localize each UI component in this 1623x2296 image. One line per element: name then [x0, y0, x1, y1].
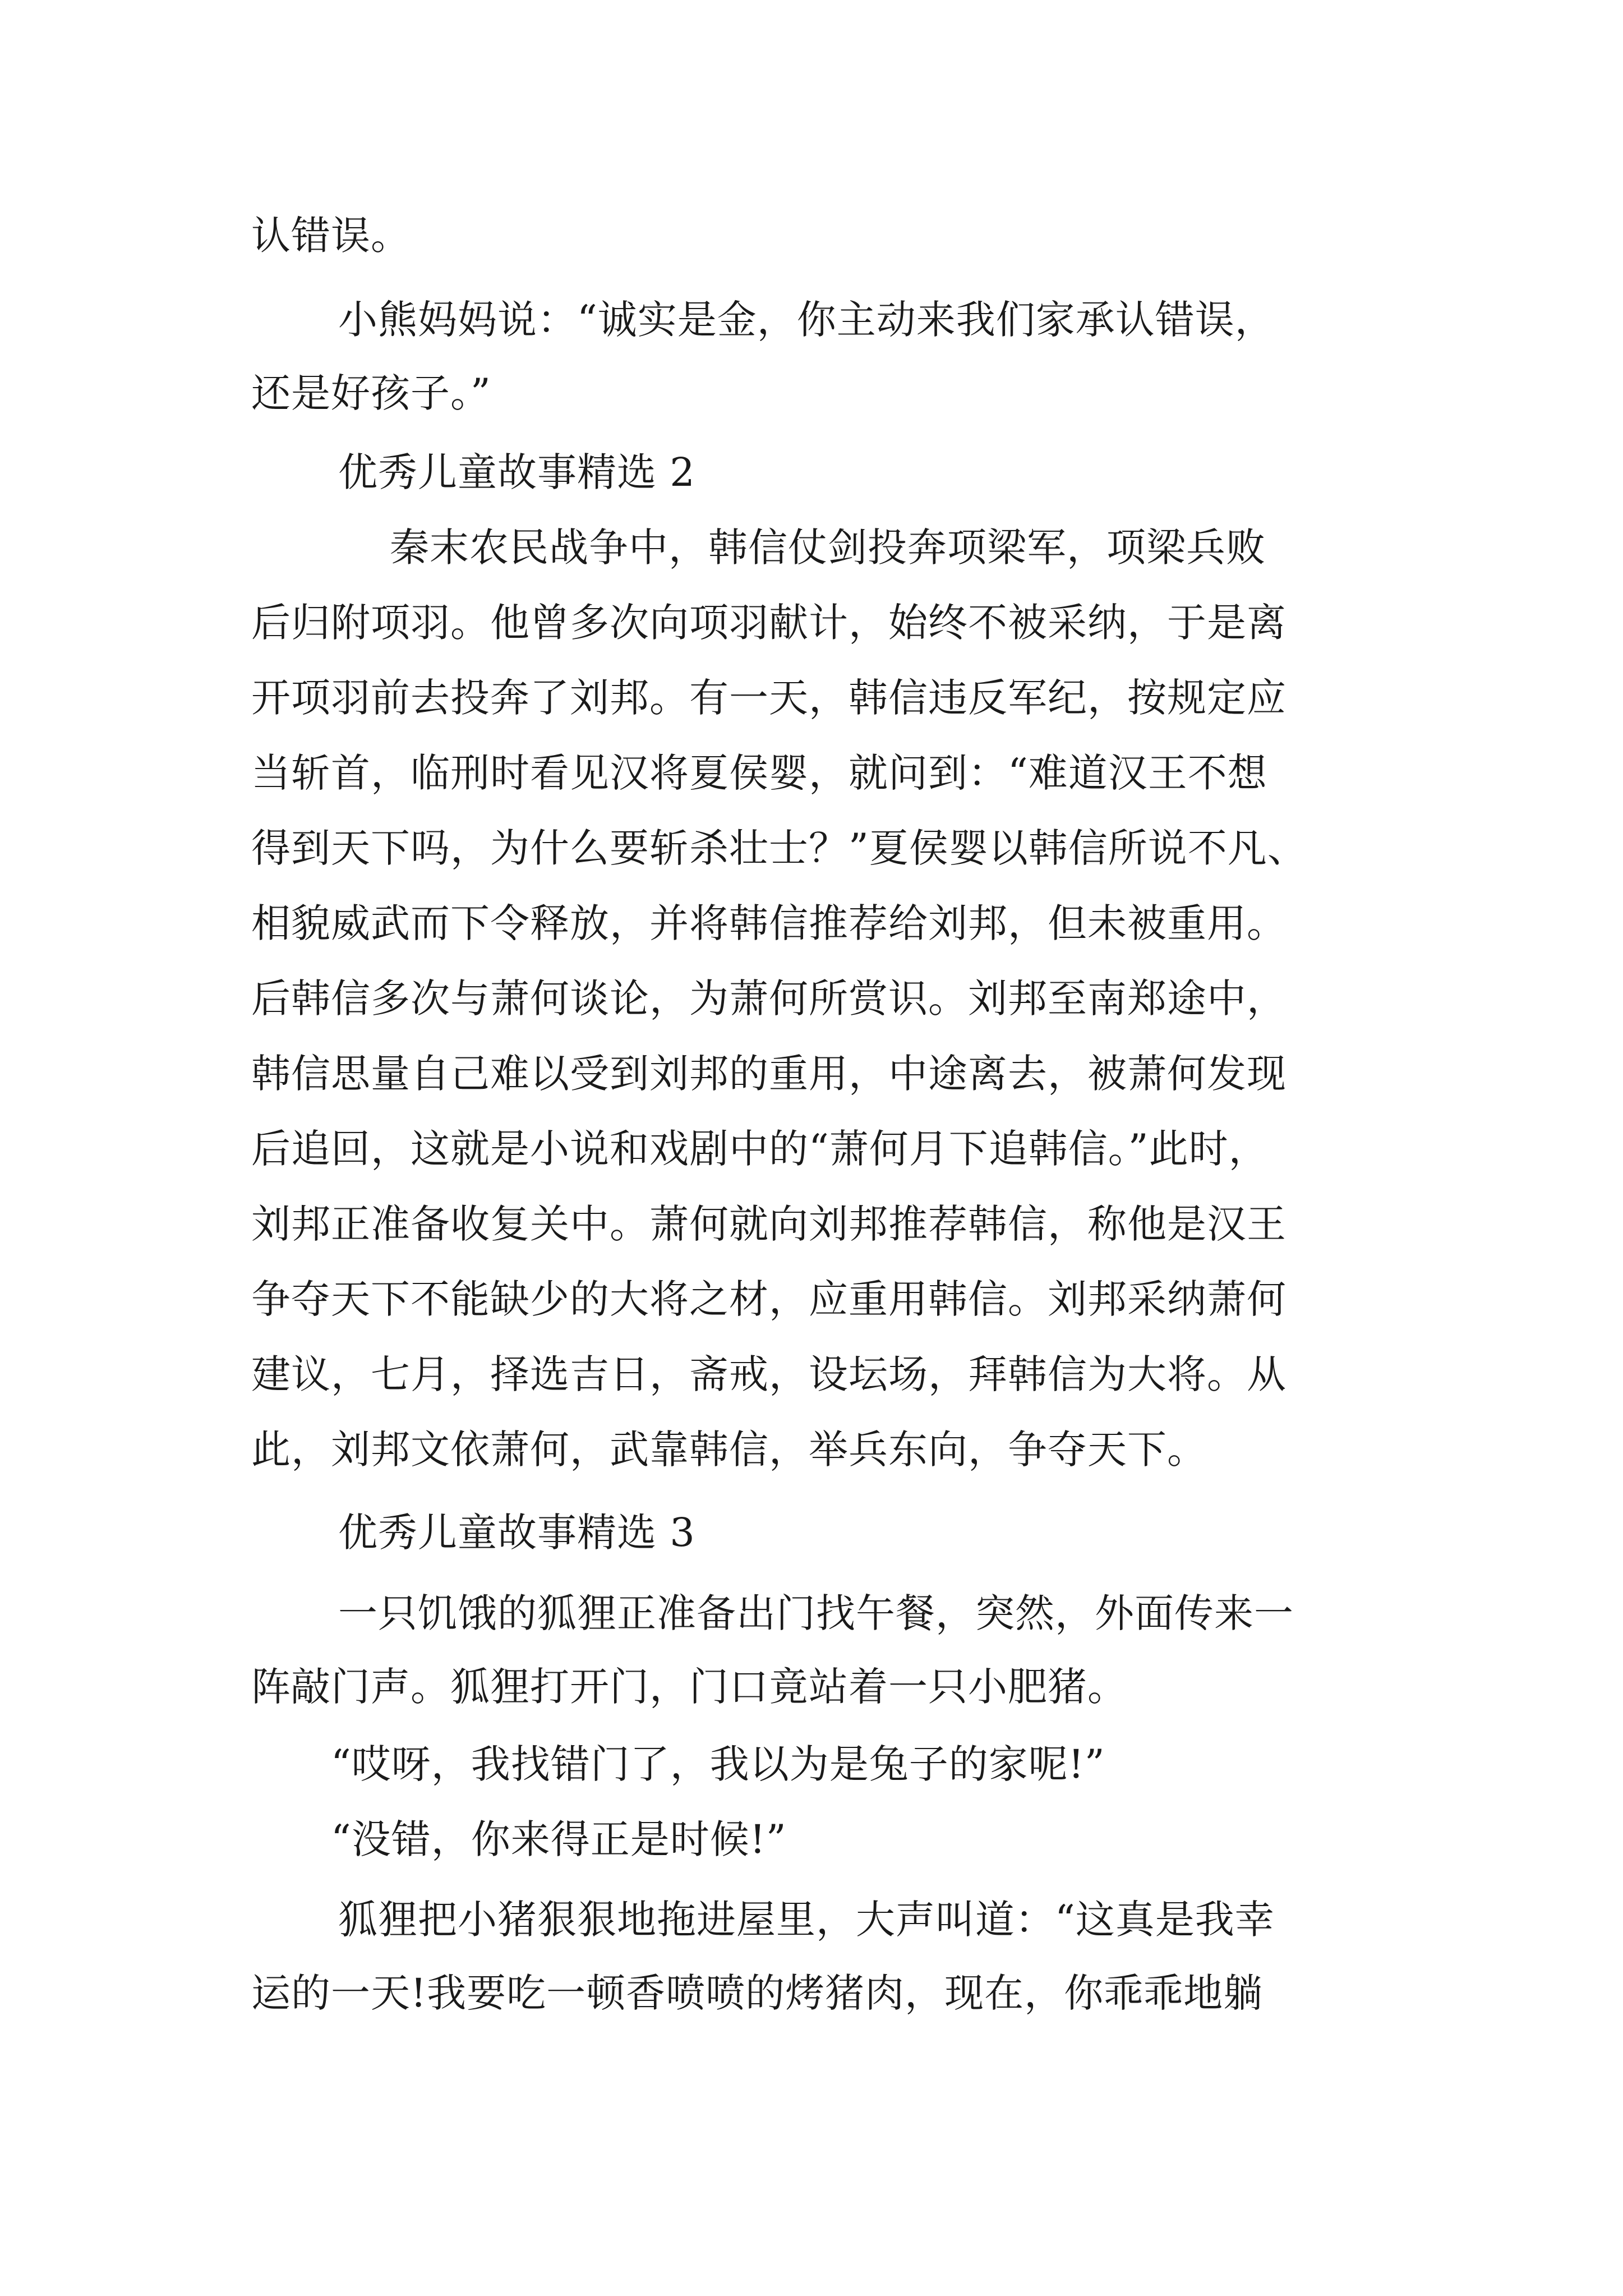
text-line: 建议，七月，择选吉日，斋戒，设坛场，拜韩信为大将。从 — [251, 1351, 1287, 1397]
text-line: 阵敲门声。狐狸打开门，门口竟站着一只小肥猪。 — [251, 1664, 1127, 1710]
text-line: 后追回，这就是小说和戏剧中的“萧何月下追韩信。”此时， — [251, 1126, 1269, 1172]
text-line: 后韩信多次与萧何谈论，为萧何所赏识。刘邦至南郑途中， — [251, 976, 1287, 1022]
section-heading: 优秀儿童故事精选 2 — [338, 449, 695, 495]
text-line: “没错，你来得正是时候!” — [331, 1816, 787, 1862]
text-line: 狐狸把小猪狠狠地拖进屋里，大声叫道：“这真是我幸 — [338, 1897, 1275, 1943]
text-line: 开项羽前去投奔了刘邦。有一天，韩信违反军纪，按规定应 — [251, 675, 1287, 721]
text-line: 韩信思量自己难以受到刘邦的重用，中途离去，被萧何发现 — [251, 1051, 1287, 1097]
text-line: 刘邦正准备收复关中。萧何就向刘邦推荐韩信，称他是汉王 — [251, 1201, 1287, 1247]
text-line: 相貌威武而下令释放，并将韩信推荐给刘邦，但未被重用。 — [251, 900, 1287, 946]
text-line: “哎呀，我找错门了，我以为是兔子的家呢!” — [331, 1741, 1105, 1787]
text-line: 此，刘邦文依萧何，武靠韩信，举兵东向，争夺天下。 — [251, 1427, 1207, 1473]
text-line: 一只饥饿的狐狸正准备出门找午餐，突然，外面传来一 — [338, 1590, 1294, 1636]
text-line: 还是好孩子。” — [251, 370, 491, 416]
text-line: 争夺天下不能缺少的大将之材，应重用韩信。刘邦采纳萧何 — [251, 1276, 1287, 1322]
text-line: 得到天下吗，为什么要斩杀壮士？”夏侯婴以韩信所说不凡、 — [251, 825, 1307, 871]
text-line: 秦末农民战争中，韩信仗剑投奔项梁军，项梁兵败 — [390, 524, 1266, 570]
text-line: 当斩首，临刑时看见汉将夏侯婴，就问到：“难道汉王不想 — [251, 750, 1267, 796]
text-line: 后归附项羽。他曾多次向项羽献计，始终不被采纳，于是离 — [251, 600, 1287, 646]
text-line: 小熊妈妈说：“诚实是金，你主动来我们家承认错误， — [338, 297, 1275, 343]
text-line: 运的一天!我要吃一顿香喷喷的烤猪肉，现在，你乖乖地躺 — [251, 1970, 1264, 2016]
text-line: 认错误。 — [251, 213, 411, 259]
section-heading: 优秀儿童故事精选 3 — [338, 1510, 695, 1556]
